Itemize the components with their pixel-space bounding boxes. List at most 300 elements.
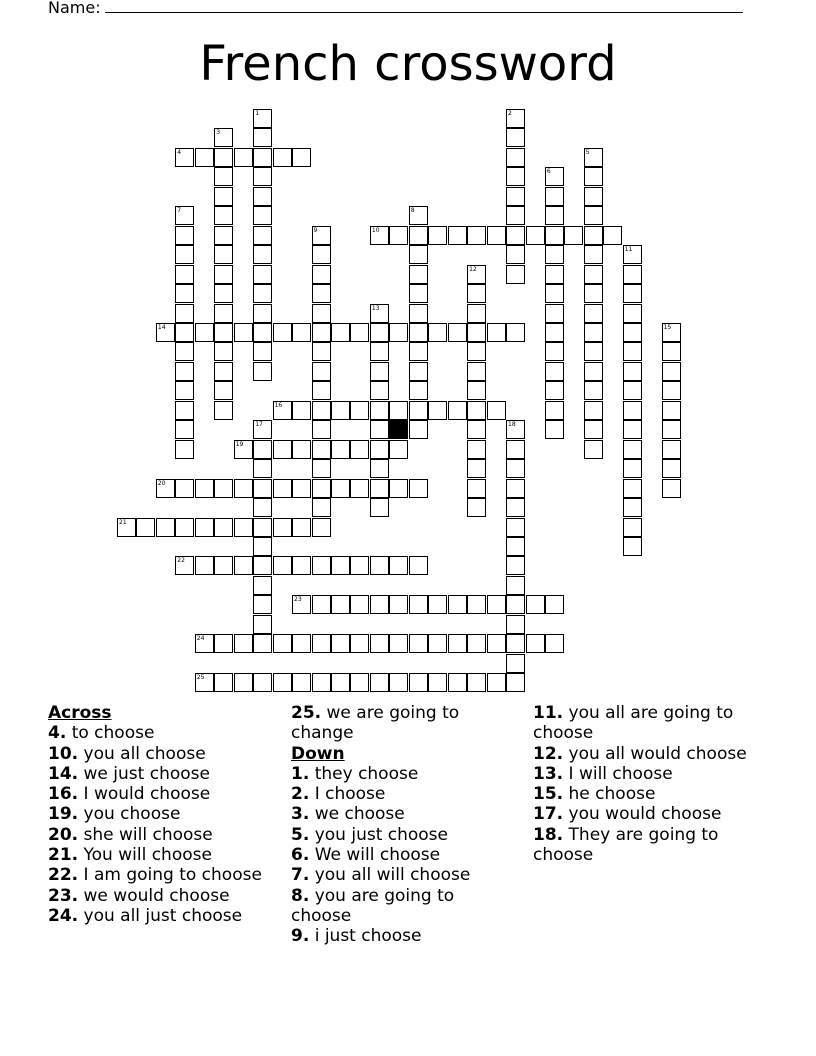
grid-cell[interactable] [312, 323, 331, 342]
grid-cell[interactable] [253, 479, 272, 498]
grid-cell[interactable] [409, 673, 428, 692]
grid-cell[interactable] [623, 323, 642, 342]
grid-cell[interactable] [409, 206, 428, 225]
grid-cell[interactable] [370, 342, 389, 361]
grid-cell[interactable] [253, 265, 272, 284]
grid-cell[interactable] [389, 556, 408, 575]
grid-cell[interactable] [506, 323, 525, 342]
grid-cell[interactable] [409, 304, 428, 323]
grid-cell[interactable] [545, 167, 564, 186]
grid-cell[interactable] [253, 634, 272, 653]
grid-cell[interactable] [253, 304, 272, 323]
grid-cell[interactable] [662, 401, 681, 420]
grid-cell[interactable] [214, 128, 233, 147]
grid-cell[interactable] [195, 148, 214, 167]
grid-cell[interactable] [312, 634, 331, 653]
grid-cell[interactable] [234, 440, 253, 459]
grid-cell[interactable] [195, 556, 214, 575]
grid-cell[interactable] [175, 245, 194, 264]
grid-cell[interactable] [331, 479, 350, 498]
grid-cell[interactable] [292, 440, 311, 459]
grid-cell[interactable] [506, 109, 525, 128]
grid-cell[interactable] [331, 595, 350, 614]
grid-cell[interactable] [312, 401, 331, 420]
grid-cell[interactable] [623, 537, 642, 556]
grid-cell[interactable] [428, 323, 447, 342]
grid-cell[interactable] [214, 148, 233, 167]
grid-cell[interactable] [506, 226, 525, 245]
grid-cell[interactable] [409, 342, 428, 361]
grid-cell[interactable] [506, 187, 525, 206]
grid-cell[interactable] [409, 362, 428, 381]
grid-cell[interactable] [389, 634, 408, 653]
grid-cell[interactable] [273, 673, 292, 692]
grid-cell[interactable] [253, 498, 272, 517]
grid-cell[interactable] [448, 323, 467, 342]
grid-cell[interactable] [214, 673, 233, 692]
grid-cell[interactable] [506, 245, 525, 264]
grid-cell[interactable] [584, 265, 603, 284]
grid-cell[interactable] [253, 518, 272, 537]
grid-cell[interactable] [312, 304, 331, 323]
grid-cell[interactable] [448, 673, 467, 692]
grid-cell[interactable] [273, 556, 292, 575]
grid-cell[interactable] [467, 459, 486, 478]
grid-cell[interactable] [175, 420, 194, 439]
grid-cell[interactable] [312, 479, 331, 498]
grid-cell[interactable] [370, 479, 389, 498]
grid-cell[interactable] [214, 634, 233, 653]
grid-cell[interactable] [312, 342, 331, 361]
grid-cell[interactable] [448, 401, 467, 420]
grid-cell[interactable] [409, 323, 428, 342]
grid-cell[interactable] [292, 148, 311, 167]
grid-cell[interactable] [370, 381, 389, 400]
grid-cell[interactable] [175, 148, 194, 167]
grid-cell[interactable] [195, 479, 214, 498]
grid-cell[interactable] [175, 265, 194, 284]
grid-cell[interactable] [623, 420, 642, 439]
grid-cell[interactable] [584, 323, 603, 342]
grid-cell[interactable] [156, 518, 175, 537]
grid-cell[interactable] [234, 673, 253, 692]
grid-cell[interactable] [156, 323, 175, 342]
grid-cell[interactable] [331, 556, 350, 575]
grid-cell[interactable] [292, 556, 311, 575]
grid-cell[interactable] [428, 634, 447, 653]
grid-cell[interactable] [331, 323, 350, 342]
grid-cell[interactable] [584, 284, 603, 303]
grid-cell[interactable] [623, 459, 642, 478]
grid-cell[interactable] [545, 362, 564, 381]
grid-cell[interactable] [409, 401, 428, 420]
grid-cell[interactable] [545, 187, 564, 206]
grid-cell[interactable] [409, 226, 428, 245]
grid-cell[interactable] [487, 673, 506, 692]
grid-cell[interactable] [350, 323, 369, 342]
grid-cell[interactable] [214, 556, 233, 575]
grid-cell[interactable] [584, 167, 603, 186]
grid-cell[interactable] [312, 440, 331, 459]
grid-cell[interactable] [214, 479, 233, 498]
grid-cell[interactable] [312, 595, 331, 614]
grid-cell[interactable] [428, 226, 447, 245]
grid-cell[interactable] [487, 323, 506, 342]
grid-cell[interactable] [526, 595, 545, 614]
grid-cell[interactable] [292, 479, 311, 498]
grid-cell[interactable] [273, 634, 292, 653]
grid-cell[interactable] [409, 634, 428, 653]
grid-cell[interactable] [175, 381, 194, 400]
grid-cell[interactable] [623, 479, 642, 498]
grid-cell[interactable] [467, 362, 486, 381]
grid-cell[interactable] [331, 440, 350, 459]
grid-cell[interactable] [409, 420, 428, 439]
grid-cell[interactable] [253, 595, 272, 614]
grid-cell[interactable] [487, 401, 506, 420]
grid-cell[interactable] [312, 381, 331, 400]
grid-cell[interactable] [370, 401, 389, 420]
grid-cell[interactable] [312, 245, 331, 264]
grid-cell[interactable] [662, 342, 681, 361]
grid-cell[interactable] [175, 556, 194, 575]
grid-cell[interactable] [389, 673, 408, 692]
grid-cell[interactable] [370, 634, 389, 653]
grid-cell[interactable] [312, 420, 331, 439]
grid-cell[interactable] [175, 226, 194, 245]
grid-cell[interactable] [564, 226, 583, 245]
grid-cell[interactable] [370, 323, 389, 342]
grid-cell[interactable] [428, 401, 447, 420]
grid-cell[interactable] [506, 479, 525, 498]
grid-cell[interactable] [389, 323, 408, 342]
grid-cell[interactable] [350, 673, 369, 692]
grid-cell[interactable] [623, 381, 642, 400]
grid-cell[interactable] [467, 420, 486, 439]
grid-cell[interactable] [545, 381, 564, 400]
grid-cell[interactable] [545, 634, 564, 653]
grid-cell[interactable] [370, 226, 389, 245]
grid-cell[interactable] [234, 323, 253, 342]
grid-cell[interactable] [253, 673, 272, 692]
grid-cell[interactable] [156, 479, 175, 498]
grid-cell[interactable] [389, 595, 408, 614]
grid-cell[interactable] [467, 440, 486, 459]
grid-cell[interactable] [467, 673, 486, 692]
grid-cell[interactable] [117, 518, 136, 537]
grid-cell[interactable] [175, 518, 194, 537]
grid-cell[interactable] [448, 595, 467, 614]
grid-cell[interactable] [253, 187, 272, 206]
grid-cell[interactable] [214, 187, 233, 206]
grid-cell[interactable] [214, 245, 233, 264]
grid-cell[interactable] [467, 284, 486, 303]
grid-cell[interactable] [175, 401, 194, 420]
grid-cell[interactable] [331, 673, 350, 692]
grid-cell[interactable] [175, 206, 194, 225]
grid-cell[interactable] [545, 206, 564, 225]
grid-cell[interactable] [312, 498, 331, 517]
grid-cell[interactable] [253, 615, 272, 634]
grid-cell[interactable] [292, 595, 311, 614]
grid-cell[interactable] [253, 556, 272, 575]
grid-cell[interactable] [467, 381, 486, 400]
grid-cell[interactable] [409, 556, 428, 575]
grid-cell[interactable] [584, 342, 603, 361]
grid-cell[interactable] [331, 401, 350, 420]
grid-cell[interactable] [409, 284, 428, 303]
grid-cell[interactable] [448, 226, 467, 245]
grid-cell[interactable] [623, 265, 642, 284]
grid-cell[interactable] [506, 148, 525, 167]
grid-cell[interactable] [253, 206, 272, 225]
grid-cell[interactable] [175, 284, 194, 303]
grid-cell[interactable] [195, 323, 214, 342]
grid-cell[interactable] [389, 226, 408, 245]
grid-cell[interactable] [662, 420, 681, 439]
grid-cell[interactable] [467, 323, 486, 342]
grid-cell[interactable] [545, 420, 564, 439]
grid-cell[interactable] [292, 323, 311, 342]
grid-cell[interactable] [214, 206, 233, 225]
grid-cell[interactable] [506, 634, 525, 653]
grid-cell[interactable] [467, 479, 486, 498]
grid-cell[interactable] [253, 420, 272, 439]
grid-cell[interactable] [253, 245, 272, 264]
grid-cell[interactable] [409, 595, 428, 614]
grid-cell[interactable] [273, 323, 292, 342]
grid-cell[interactable] [584, 206, 603, 225]
grid-cell[interactable] [584, 245, 603, 264]
grid-cell[interactable] [584, 381, 603, 400]
grid-cell[interactable] [253, 148, 272, 167]
grid-cell[interactable] [623, 284, 642, 303]
grid-cell[interactable] [623, 362, 642, 381]
grid-cell[interactable] [312, 556, 331, 575]
grid-cell[interactable] [623, 304, 642, 323]
grid-cell[interactable] [234, 518, 253, 537]
grid-cell[interactable] [175, 323, 194, 342]
grid-cell[interactable] [370, 459, 389, 478]
grid-cell[interactable] [409, 479, 428, 498]
grid-cell[interactable] [409, 265, 428, 284]
grid-cell[interactable] [350, 556, 369, 575]
grid-cell[interactable] [253, 537, 272, 556]
grid-cell[interactable] [623, 518, 642, 537]
grid-cell[interactable] [350, 401, 369, 420]
grid-cell[interactable] [506, 167, 525, 186]
grid-cell[interactable] [234, 556, 253, 575]
grid-cell[interactable] [175, 362, 194, 381]
grid-cell[interactable] [428, 673, 447, 692]
grid-cell[interactable] [253, 362, 272, 381]
grid-cell[interactable] [506, 556, 525, 575]
grid-cell[interactable] [584, 362, 603, 381]
grid-cell[interactable] [234, 634, 253, 653]
grid-cell[interactable] [273, 440, 292, 459]
grid-cell[interactable] [506, 595, 525, 614]
grid-cell[interactable] [506, 265, 525, 284]
grid-cell[interactable] [292, 518, 311, 537]
grid-cell[interactable] [175, 304, 194, 323]
grid-cell[interactable] [487, 634, 506, 653]
grid-cell[interactable] [312, 673, 331, 692]
grid-cell[interactable] [623, 401, 642, 420]
grid-cell[interactable] [350, 440, 369, 459]
grid-cell[interactable] [234, 148, 253, 167]
grid-cell[interactable] [428, 595, 447, 614]
grid-cell[interactable] [467, 304, 486, 323]
grid-cell[interactable] [662, 381, 681, 400]
grid-cell[interactable] [506, 576, 525, 595]
grid-cell[interactable] [214, 381, 233, 400]
grid-cell[interactable] [448, 634, 467, 653]
grid-cell[interactable] [545, 323, 564, 342]
grid-cell[interactable] [584, 304, 603, 323]
grid-cell[interactable] [389, 440, 408, 459]
grid-cell[interactable] [350, 479, 369, 498]
grid-cell[interactable] [506, 420, 525, 439]
grid-cell[interactable] [545, 245, 564, 264]
grid-cell[interactable] [584, 401, 603, 420]
grid-cell[interactable] [370, 440, 389, 459]
grid-cell[interactable] [623, 245, 642, 264]
grid-cell[interactable] [545, 595, 564, 614]
grid-cell[interactable] [467, 498, 486, 517]
grid-cell[interactable] [214, 226, 233, 245]
grid-cell[interactable] [370, 673, 389, 692]
grid-cell[interactable] [273, 479, 292, 498]
grid-cell[interactable] [584, 226, 603, 245]
grid-cell[interactable] [312, 459, 331, 478]
grid-cell[interactable] [623, 342, 642, 361]
grid-cell[interactable] [623, 498, 642, 517]
grid-cell[interactable] [467, 401, 486, 420]
grid-cell[interactable] [506, 615, 525, 634]
grid-cell[interactable] [409, 381, 428, 400]
grid-cell[interactable] [506, 206, 525, 225]
grid-cell[interactable] [175, 479, 194, 498]
grid-cell[interactable] [370, 304, 389, 323]
grid-cell[interactable] [506, 673, 525, 692]
grid-cell[interactable] [506, 654, 525, 673]
grid-cell[interactable] [506, 518, 525, 537]
grid-cell[interactable] [545, 226, 564, 245]
grid-cell[interactable] [584, 440, 603, 459]
grid-cell[interactable] [312, 226, 331, 245]
grid-cell[interactable] [506, 537, 525, 556]
grid-cell[interactable] [253, 576, 272, 595]
grid-cell[interactable] [292, 634, 311, 653]
grid-cell[interactable] [331, 634, 350, 653]
grid-cell[interactable] [487, 595, 506, 614]
grid-cell[interactable] [370, 556, 389, 575]
grid-cell[interactable] [350, 634, 369, 653]
grid-cell[interactable] [312, 362, 331, 381]
grid-cell[interactable] [662, 362, 681, 381]
grid-cell[interactable] [487, 226, 506, 245]
grid-cell[interactable] [467, 265, 486, 284]
grid-cell[interactable] [292, 401, 311, 420]
grid-cell[interactable] [545, 284, 564, 303]
grid-cell[interactable] [292, 673, 311, 692]
grid-cell[interactable] [253, 323, 272, 342]
grid-cell[interactable] [273, 148, 292, 167]
grid-cell[interactable] [273, 518, 292, 537]
grid-cell[interactable] [214, 304, 233, 323]
grid-cell[interactable] [253, 342, 272, 361]
grid-cell[interactable] [214, 167, 233, 186]
grid-cell[interactable] [603, 226, 622, 245]
grid-cell[interactable] [312, 265, 331, 284]
grid-cell[interactable] [214, 323, 233, 342]
grid-cell[interactable] [195, 634, 214, 653]
grid-cell[interactable] [506, 498, 525, 517]
grid-cell[interactable] [214, 518, 233, 537]
grid-cell[interactable] [506, 128, 525, 147]
grid-cell[interactable] [545, 304, 564, 323]
grid-cell[interactable] [273, 401, 292, 420]
grid-cell[interactable] [214, 265, 233, 284]
grid-cell[interactable] [467, 342, 486, 361]
grid-cell[interactable] [234, 479, 253, 498]
grid-cell[interactable] [545, 342, 564, 361]
grid-cell[interactable] [312, 518, 331, 537]
grid-cell[interactable] [175, 342, 194, 361]
grid-cell[interactable] [526, 226, 545, 245]
grid-cell[interactable] [195, 518, 214, 537]
grid-cell[interactable] [370, 362, 389, 381]
grid-cell[interactable] [175, 440, 194, 459]
grid-cell[interactable] [214, 342, 233, 361]
grid-cell[interactable] [623, 440, 642, 459]
grid-cell[interactable] [370, 420, 389, 439]
grid-cell[interactable] [253, 226, 272, 245]
grid-cell[interactable] [506, 459, 525, 478]
grid-cell[interactable] [545, 401, 564, 420]
grid-cell[interactable] [467, 634, 486, 653]
grid-cell[interactable] [370, 595, 389, 614]
grid-cell[interactable] [253, 109, 272, 128]
grid-cell[interactable] [662, 459, 681, 478]
grid-cell[interactable] [506, 440, 525, 459]
grid-cell[interactable] [662, 440, 681, 459]
grid-cell[interactable] [409, 245, 428, 264]
grid-cell[interactable] [467, 226, 486, 245]
grid-cell[interactable] [584, 420, 603, 439]
grid-cell[interactable] [467, 595, 486, 614]
grid-cell[interactable] [253, 128, 272, 147]
grid-cell[interactable] [253, 167, 272, 186]
grid-cell[interactable] [526, 634, 545, 653]
grid-cell[interactable] [136, 518, 155, 537]
grid-cell[interactable] [389, 401, 408, 420]
grid-cell[interactable] [389, 479, 408, 498]
grid-cell[interactable] [214, 284, 233, 303]
grid-cell[interactable] [253, 459, 272, 478]
grid-cell[interactable] [312, 284, 331, 303]
grid-cell[interactable] [253, 440, 272, 459]
grid-cell[interactable] [584, 187, 603, 206]
grid-cell[interactable] [370, 498, 389, 517]
grid-cell[interactable] [214, 401, 233, 420]
grid-cell[interactable] [545, 265, 564, 284]
grid-cell[interactable] [662, 479, 681, 498]
grid-cell[interactable] [350, 595, 369, 614]
grid-cell[interactable] [214, 362, 233, 381]
grid-cell[interactable] [195, 673, 214, 692]
grid-cell[interactable] [662, 323, 681, 342]
